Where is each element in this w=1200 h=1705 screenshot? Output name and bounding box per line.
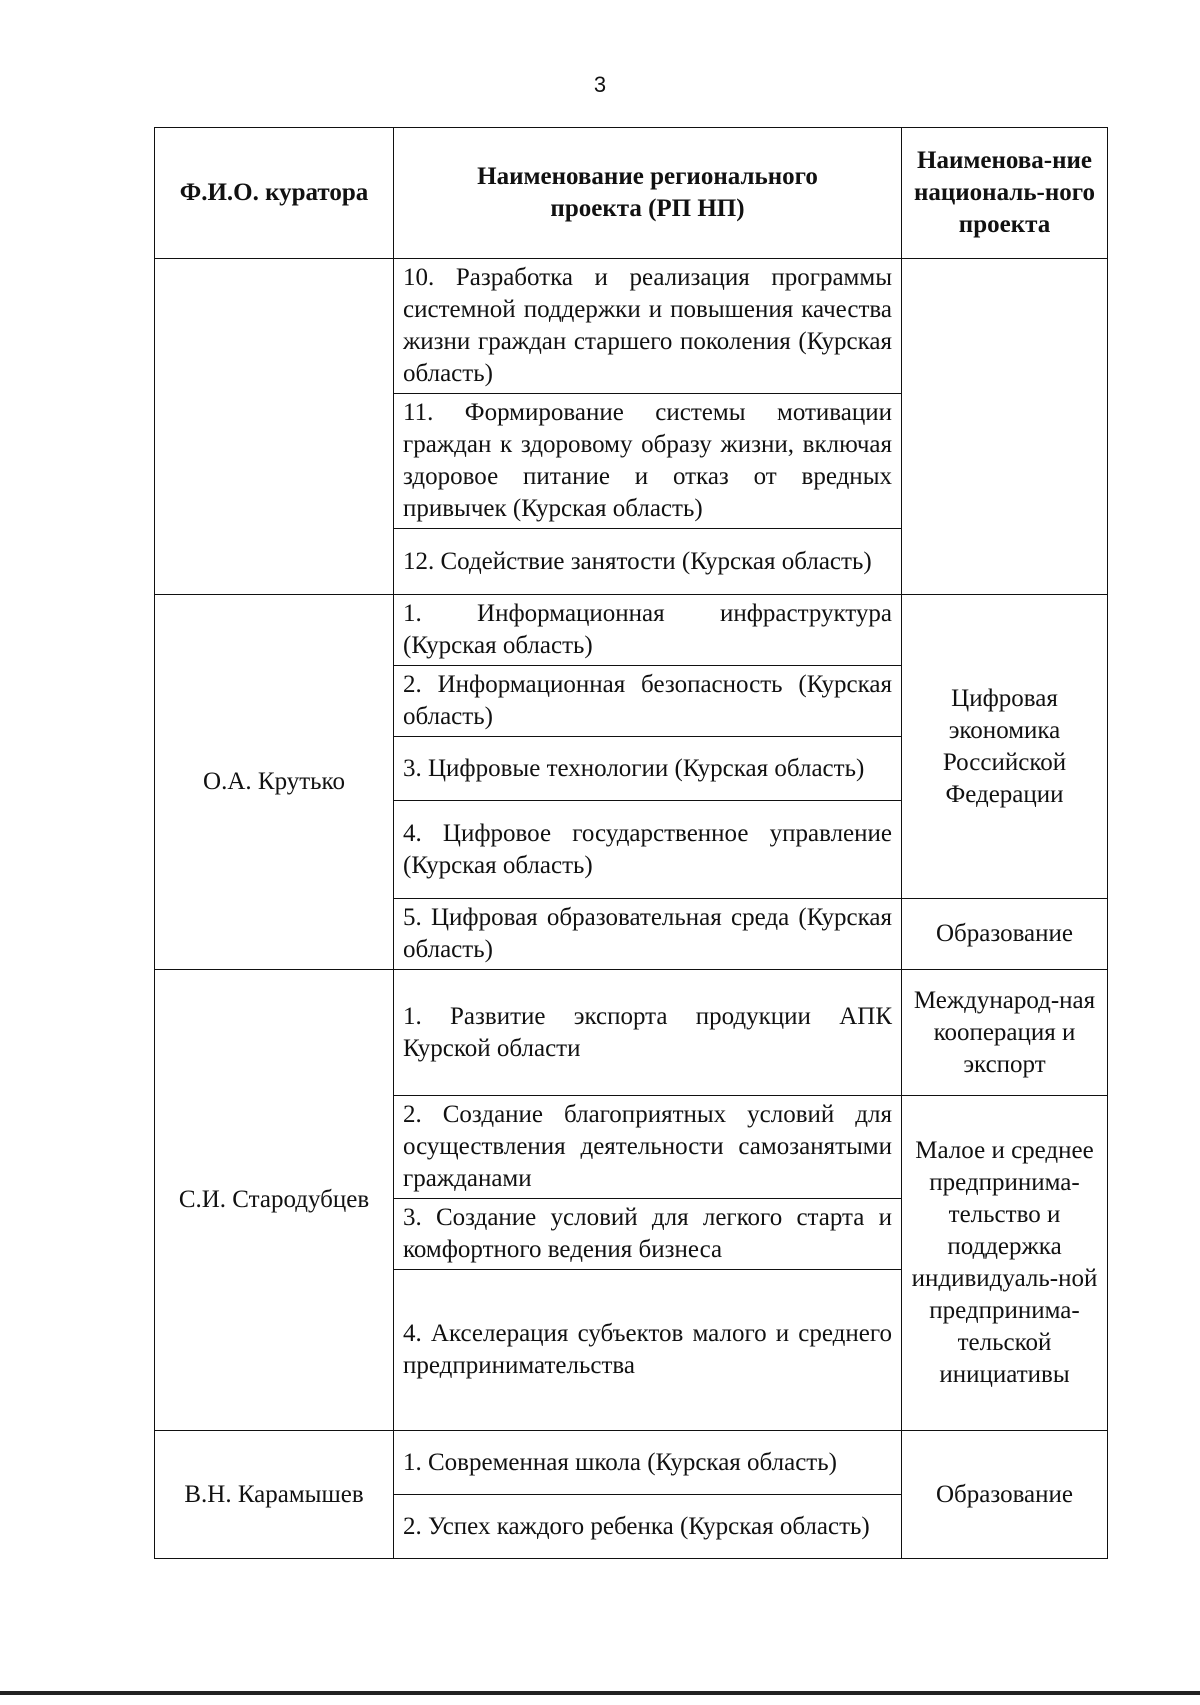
project-cell: 2. Успех каждого ребенка (Курская область) <box>394 1495 902 1559</box>
project-cell: 5. Цифровая образовательная среда (Курская область) <box>394 899 902 970</box>
project-cell: 1. Развитие экспорта продукции АПК Курской области <box>394 970 902 1096</box>
project-cell: 4. Цифровое государственное управление (Курская область) <box>394 801 902 899</box>
project-cell: 1. Информационная инфраструктура (Курская область) <box>394 595 902 666</box>
page-bottom-border <box>0 1691 1200 1695</box>
national-project-cell: Малое и среднее предпринима-тельство и поддержка индивидуаль-ной предпринима-тельской инициативы <box>902 1096 1108 1431</box>
national-project-cell: Образование <box>902 1431 1108 1559</box>
curator-cell: О.А. Крутько <box>155 595 394 970</box>
header-regional-project: Наименование регионального проекта (РП НП) <box>394 128 902 259</box>
national-project-cell: Международ-ная кооперация и экспорт <box>902 970 1108 1096</box>
page-number: 3 <box>593 72 607 97</box>
header-row <box>155 128 1108 259</box>
project-cell: 4. Акселерация субъектов малого и среднего предпринимательства <box>394 1270 902 1431</box>
project-cell: 10. Разработка и реализация программы системной поддержки и повышения качества жизни граждан старшего поколения (Курская область) <box>394 259 902 394</box>
project-cell: 2. Информационная безопасность (Курская область) <box>394 666 902 737</box>
national-project-cell: Цифровая экономика Российской Федерации <box>902 595 1108 899</box>
curator-cell: В.Н. Карамышев <box>155 1431 394 1559</box>
curators-table <box>154 127 1108 1559</box>
project-cell: 2. Создание благоприятных условий для осуществления деятельности самозанятыми гражданами <box>394 1096 902 1199</box>
national-project-cell <box>902 259 1108 595</box>
table-row <box>155 970 1108 1096</box>
national-project-cell: Образование <box>902 899 1108 970</box>
table-row <box>155 259 1108 394</box>
curator-cell: С.И. Стародубцев <box>155 970 394 1431</box>
project-cell: 3. Цифровые технологии (Курская область) <box>394 737 902 801</box>
header-national-project: Наименова-ние националь-ного проекта <box>902 128 1108 259</box>
project-cell: 1. Современная школа (Курская область) <box>394 1431 902 1495</box>
curator-cell <box>155 259 394 595</box>
table-row <box>155 595 1108 666</box>
project-cell: 12. Содействие занятости (Курская область) <box>394 529 902 595</box>
header-curator: Ф.И.О. куратора <box>155 128 394 259</box>
table-row <box>155 1431 1108 1495</box>
project-cell: 3. Создание условий для легкого старта и комфортного ведения бизнеса <box>394 1199 902 1270</box>
project-cell: 11. Формирование системы мотивации граждан к здоровому образу жизни, включая здоровое питание и отказ от вредных привычек (Курская область) <box>394 394 902 529</box>
